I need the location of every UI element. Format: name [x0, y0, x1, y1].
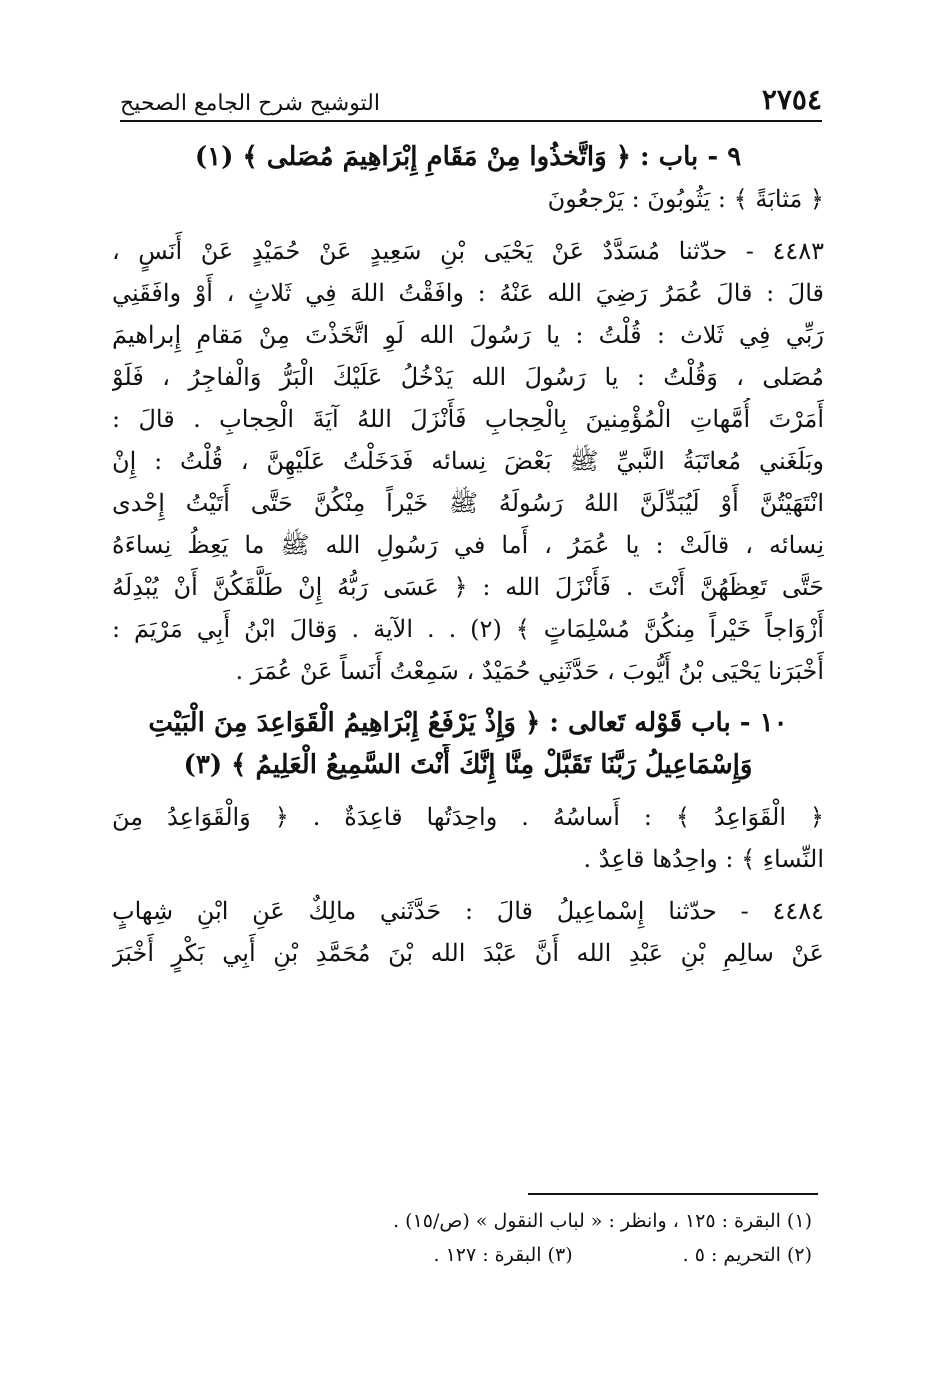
- text-line: وبَلَغَني مُعاتَبَةُ النَّبيِّ ﷺ بَعْضَ نِسائه فَدَخَلْتُ عَلَيْهِنَّ ، قُلْتُ : إِنْ: [112, 447, 824, 475]
- text-line: نِسائه ، قالَتْ : يا عُمَرُ ، أَما في رَسُولِ الله ﷺ ما يَعِظُ نِساءَهُ: [112, 531, 824, 559]
- text-line: عَنْ سالِمِ بْنِ عَبْدِ الله أَنَّ عَبْدَ الله بْنَ مُحَمَّدِ بْنِ أَبِي بَكْرٍ أَخْبَرَ: [112, 939, 824, 967]
- text-line: رَبِّي فِي ثَلاث : قُلْتُ : يا رَسُولَ الله لَوِ اتَّخَذْتَ مِنْ مَقامِ إِبراهيمَ: [112, 321, 824, 349]
- page-header: [120, 82, 822, 122]
- chapter-heading: ١٠ - باب قَوْله تَعالى : ﴿ وَإِذْ يَرْفَعُ إِبْرَاهِيمُ الْقَوَاعِدَ مِنَ الْبَيْتِ: [148, 708, 788, 738]
- text-line: أَزْوَاجاً خَيْراً مِنكُنَّ مُسْلِمَاتٍ ﴾ (٢) . . الآية . وَقالَ ابْنُ أَبِي مَرْيَمَ :: [112, 615, 824, 643]
- chapter-heading: ٩ - باب : ﴿ وَاتَّخذُوا مِنْ مَقَامِ إِبْرَاهِيمَ مُصَلى ﴾ (١): [194, 142, 742, 172]
- text-line: النِّساءِ ﴾ : واحِدُها قاعِدٌ .: [583, 845, 824, 873]
- text-line: أَمَرْتَ أُمَّهاتِ الْمُؤْمِنينَ بِالْحِجابِ فَأَنْزَلَ اللهُ آيَةَ الْحِجابِ . قالَ :: [112, 405, 824, 433]
- text-line: حَتَّى تَعِظَهُنَّ أَنْتَ . فَأَنْزَلَ الله : ﴿ عَسَى رَبُّهُ إِنْ طَلَّقَكُنَّ أَنْ يُبْدِلَهُ: [112, 573, 824, 601]
- hadith-line: ٤٤٨٤ - حدّثنا إِسْماعِيلُ قالَ : حَدَّثَني مالِكٌ عَنِ ابْنِ شِهابٍ: [112, 897, 824, 925]
- hadith-line: ٤٤٨٣ - حدّثنا مُسَدَّدٌ عَنْ يَحْيَى بْنِ سَعِيدٍ عَنْ حُمَيْدٍ عَنْ أَنَسٍ ،: [112, 237, 824, 265]
- text-line: ﴿ مَثابَةً ﴾ : يَثُوبُونَ : يَرْجعُونَ: [547, 185, 824, 213]
- page-number: ٢٧٥٤: [761, 83, 822, 116]
- chapter-heading-continued: وَإِسْمَاعِيلُ رَبَّنَا تَقَبَّلْ مِنَّا إِنَّكَ أَنْتَ السَّمِيعُ الْعَلِيمُ ﴾ (٣): [183, 750, 753, 780]
- running-title: التوشيح شرح الجامع الصحيح: [120, 91, 380, 116]
- main-text: [112, 136, 824, 974]
- text-line: مُصَلى ، وَقُلْتُ : يا رَسُولَ الله يَدْخُلُ عَلَيْكَ الْبَرُّ وَالْفاجِرُ ، فَلَوْ: [112, 363, 824, 391]
- footnote-1: (١) البقرة : ١٢٥ ، وانظر : « لباب النقول » (ص/١٥) .: [393, 1210, 812, 1232]
- footnote-2: (٢) التحريم : ٥ .: [682, 1244, 812, 1266]
- footnote-3: (٣) البقرة : ١٢٧ .: [433, 1244, 573, 1266]
- text-line: انْتَهَيْتُنَّ أَوْ لَيُبَدِّلَنَّ اللهُ رَسُولَهُ ﷺ خَيْراً مِنْكُنَّ حَتَّى أَتَيْتُ إِحْدى: [112, 489, 824, 517]
- text-line: قالَ : قالَ عُمَرُ رَضِيَ الله عَنْهُ : وافَقْتُ اللهَ فِي ثَلاثٍ ، أَوْ وافَقَنِي: [112, 279, 824, 307]
- footnotes: [120, 1204, 812, 1272]
- footnote-divider: [528, 1193, 818, 1195]
- text-line: ﴿ الْقَوَاعِدُ ﴾ : أَساسُهُ . واحِدَتُها قاعِدَةٌ . ﴿ وَالْقَوَاعِدُ مِنَ: [112, 803, 824, 831]
- text-line: أَخْبَرَنا يَحْيَى بْنُ أَيُّوبَ ، حَدَّثَنِي حُمَيْدٌ ، سَمِعْتُ أَنَساً عَنْ عُمَرَ .: [235, 657, 824, 685]
- footnote-row: [120, 1238, 812, 1272]
